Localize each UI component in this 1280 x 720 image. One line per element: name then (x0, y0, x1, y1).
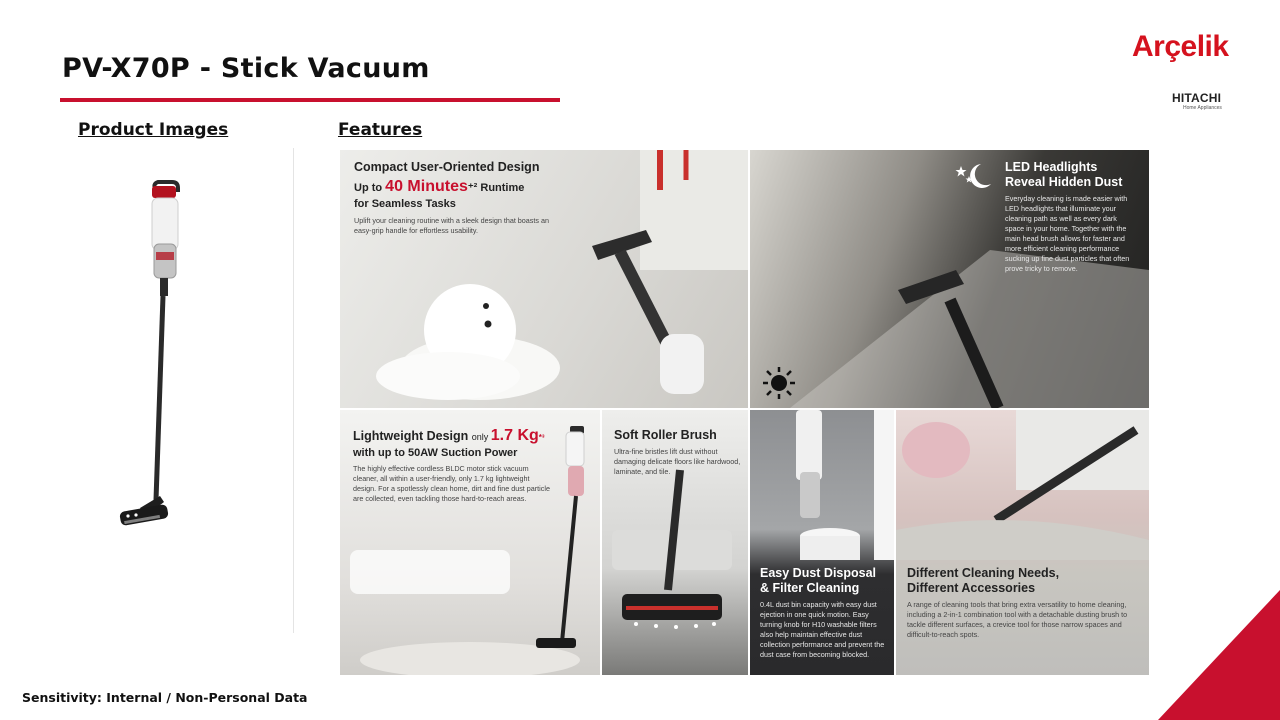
lightweight-footnote: *³ (538, 433, 545, 442)
dust-body: 0.4L dust bin capacity with easy dust ejection in one quick motion. Easy turning knob for H10 washable filters also help maintain effective dust collection performance and prevent the dust case from becoming blocked. (760, 600, 885, 659)
lightweight-heading-small: only (471, 432, 491, 442)
accessories-photo (896, 410, 1149, 560)
feature-panel-soft-roller (602, 410, 748, 675)
compact-line3: for Seamless Tasks (354, 198, 456, 210)
feature-panel-lightweight (340, 410, 600, 675)
led-heading-1: LED Headlights (1005, 160, 1098, 174)
compact-runtime-pre: Up to (354, 182, 386, 194)
compact-runtime-line (354, 180, 524, 195)
features-heading: Features (338, 120, 423, 140)
hitachi-logo: HITACHI (1172, 91, 1222, 105)
sensitivity-label: Sensitivity: Internal / Non-Personal Data (22, 690, 308, 705)
corner-accent-triangle (1158, 590, 1280, 720)
product-image-stick-vacuum (90, 170, 190, 550)
lightweight-weight: 1.7 Kg (490, 427, 539, 444)
lightweight-suction-line: with up to 50AW Suction Power (353, 447, 518, 459)
column-divider (293, 148, 294, 633)
dust-heading-2: & Filter Cleaning (760, 581, 860, 595)
accessories-heading-1: Different Cleaning Needs, (907, 566, 1060, 580)
led-body: Everyday cleaning is made easier with LED headlights that illuminate your cleaning path as well as every dark space in your home. Together with the main head brush allows for faster and more efficient cleaning performance sucking up fine dust particles that often prove tricky to remove. (1005, 194, 1130, 273)
hitachi-logo-subtitle: Home Appliances (1183, 105, 1222, 111)
lightweight-heading-pre: Lightweight Design (353, 429, 472, 443)
lightweight-heading (353, 428, 545, 445)
compact-runtime-post: ⁺² Runtime (467, 182, 525, 194)
slide-title: PV-X70P - Stick Vacuum (62, 53, 430, 84)
feature-panel-accessories (896, 410, 1149, 675)
feature-panel-led-headlights (750, 150, 1149, 408)
lightweight-body: The highly effective cordless BLDC motor stick vacuum cleaner, all within a user-friendly, only 1.7 kg lightweight design. For a spotlessly clean home, dirt and fine dust particle are collected, even tackling those hard-to-reach areas. (353, 464, 550, 503)
sun-icon (762, 366, 796, 400)
accessories-heading-2: Different Accessories (907, 581, 1036, 595)
dust-disposal-photo (750, 410, 894, 560)
accessories-body: A range of cleaning tools that bring extra versatility to home cleaning, including a 2-in-1 combination tool with a detachable dusting brush to tackle different surfaces, a crevice tool for those narrow spaces and difficult-to-reach spots. (907, 600, 1128, 639)
dust-heading-1: Easy Dust Disposal (760, 566, 877, 580)
roller-body: Ultra-fine bristles lift dust without damaging delicate floors like hardwood, laminate, and tile. (614, 447, 741, 476)
arcelik-logo: Arçelik (1132, 30, 1229, 63)
feature-panel-dust-disposal (750, 410, 894, 675)
title-underline (60, 98, 560, 102)
roller-heading: Soft Roller Brush (614, 428, 717, 442)
feature-panel-compact-design (340, 150, 748, 408)
product-images-heading: Product Images (78, 120, 229, 140)
moon-stars-icon (951, 162, 995, 190)
compact-runtime-highlight: 40 Minutes (385, 178, 468, 195)
led-heading-2: Reveal Hidden Dust (1005, 175, 1123, 189)
compact-body: Uplift your cleaning routine with a sleek design that boasts an easy-grip handle for effortless usability. (354, 216, 549, 235)
compact-heading: Compact User-Oriented Design (354, 160, 540, 174)
